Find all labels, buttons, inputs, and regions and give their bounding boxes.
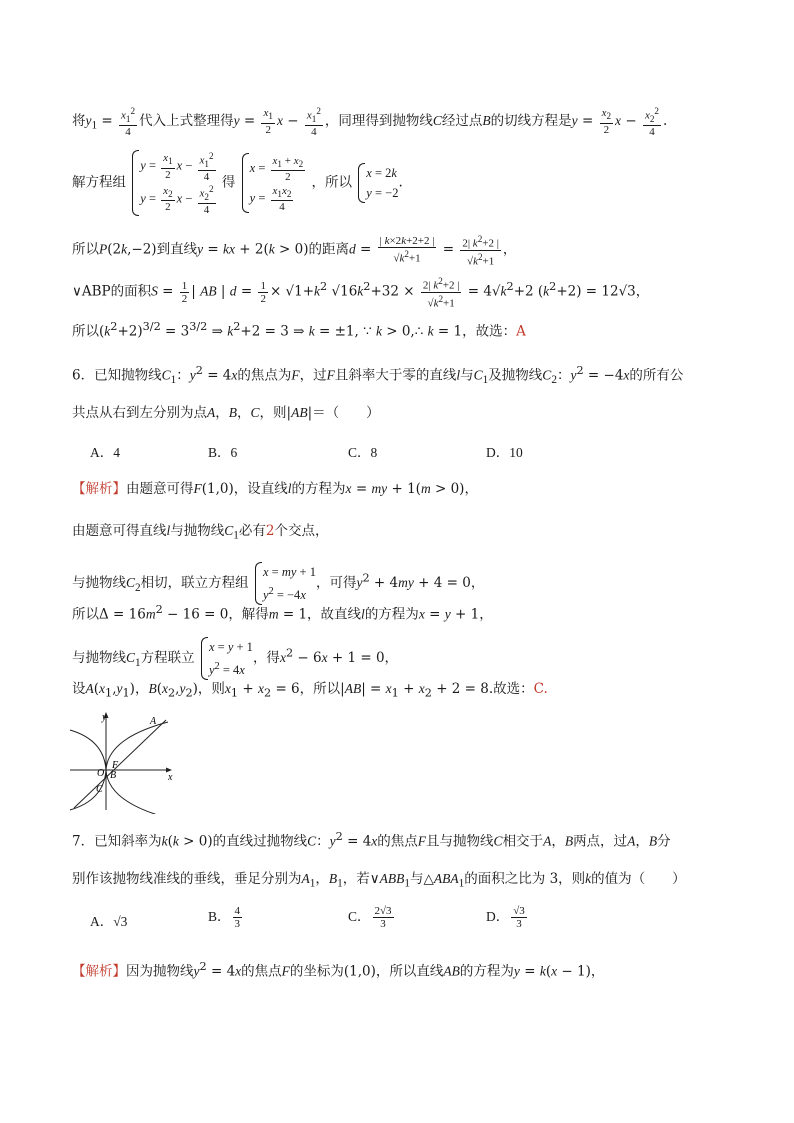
q6-option-d: D．10 [486,445,523,460]
solution-tag: 【解析】 [72,481,126,497]
q6-solution-line-2: 由题意可得直线l与抛物线$C_1$必有2个交点， [72,523,329,542]
q7-option-d: D． $\frac{√3}{3}$ [486,905,525,931]
intro-line-1: 将$y_1$ = $\frac{x_1^2}{4}$ 代入上式整理得y = $\frac{x_1}{2}$ x − $\frac{x_1^2}{4}$ ，同理得到抛物线C经过点B的切线方程是y = $\frac{x_2}{2}$ x − $\frac{x_2^2}{4}$ . [72,106,668,138]
q7-solution-line-1: 【解析】因为抛物线$y^2 = 4x$的焦点F的坐标为(1,0)，所以直线AB的方程为y = k(x − 1)， [72,960,605,980]
q7-stem-line-1: 7．已知斜率为k(k > 0)的直线过抛物线C：$y^2 = 4x$的焦点F且与抛物线C相交于A，B两点，过A，B分 [72,830,671,850]
q6-solution-line-6: 设$A(x_1,y_1)$，$B(x_2,y_2)$，则$x_1 + x_2 = 6$，所以$|AB| = x_1 + x_2 + 2 = 8$.故选：C. [72,681,548,700]
q7-stem-line-2: 别作该抛物线准线的垂线，垂足分别为$A_1$，$B_1$，若$\vee ABB_1$与$\triangle ABA_1$的面积之比为 3，则k的值为（ ） [72,871,686,890]
line-l [74,720,166,808]
q6-option-c: C．8 [348,445,378,460]
equation-system-3: x = 2k y = −2 [356,163,398,203]
figure-label-c: C [96,784,103,795]
q6-stem-line-1: 6．已知抛物线$C_1$：$y^2 = 4x$的焦点为F，过F且斜率大于零的直线l与$C_1$及抛物线$C_2$：$y^2 = -4x$的所有公 [72,364,684,387]
figure-label-a: A [150,716,157,727]
figure-label-x: x [168,772,173,783]
answer-a: A [516,323,526,340]
figure-label-b: B [110,770,117,781]
parabola-figure [68,710,180,814]
equation-system-2: x = $\frac{x_1 + x_2}{2}$ y = $\frac{x_1x_2}{4}$ [240,153,308,213]
intro-line-4: ∨ABP的面积S = $\frac{1}{2}$ | AB | d = $\frac{1}{2}$ × $√1+k^2$ $√16k^2+32$ × $\frac{2| k^2+2 |}{√k^2+1}$ = $4√k^2+2$ $(k^2+2) = 12√3$， [72,276,650,310]
q6-stem-line-2: 共点从右到左分别为点A，B，C，则|AB|＝（ ） [72,405,380,421]
q7-option-c: C． $\frac{2√3}{3}$ [348,905,392,931]
equation-system-1: y = $\frac{x_1}{2}$ x − $\frac{x_1^2}{4}$ y = $\frac{x_2}{2}$ x − $\frac{x_2^2}{4}$ [130,150,217,216]
solution-tag-2: 【解析】 [72,963,126,980]
intro-line-5: 所以$(k^2+2)^{3/2} = 3^{3/2}$ ⇒ $k^2+2 = 3$ ⇒ k = ±1, ∵ k > 0,∴ k = 1，故选：A [72,320,526,340]
q6-solution-line-5: 与抛物线$C_1$方程联立 x = y + 1 $y^2 = 4x$ ，得$x^2 - 6x + 1 = 0$， [72,637,398,680]
intro-line-2: 解方程组 y = $\frac{x_1}{2}$ x − $\frac{x_1^2}{4}$ y = $\frac{x_2}{2}$ x − $\frac{x_2^2}{4}$ 得 x = $\frac{x_1 + x_2}{2}$ y = $\frac{x_1x_2}{4}$ ，所以 x = 2k y = −2 . [72,151,403,216]
answer-c: C. [533,681,548,697]
figure-label-f: F [112,760,119,771]
equation-system-5: x = y + 1 $y^2 = 4x$ [199,637,253,680]
q6-solution-line-3: 与抛物线$C_2$相切，联立方程组 x = my + 1 $y^2 = -4x$ ，可得$y^2 + 4my + 4 = 0$， [72,562,484,605]
equation-system-4: x = my + 1 $y^2 = -4x$ [253,562,316,605]
q6-solution-line-1: 【解析】由题意可得F(1,0)，设直线l的方程为x = my + 1(m > 0)， [72,481,478,497]
figure-label-o: O [97,768,105,779]
q6-option-a: A．4 [90,445,120,460]
q7-option-b: B． $\frac{4}{3}$ [208,905,241,931]
q6-option-b: B．6 [208,445,238,460]
intro-line-3: 所以P(2k,−2)到直线y = kx + 2(k > 0)的距离d = $\frac{| k\times 2k+2+2 |}{√k^2+1}$ = $\frac{2| k^2+2 |}{√k^2+1}$ ， [72,234,517,268]
q6-solution-line-4: 所以$\Delta = 16m^2 - 16 = 0$，解得m = 1，故直线l的方程为x = y + 1， [72,603,493,623]
figure-label-y: y [102,712,107,723]
q7-option-a: A．√3 [90,914,128,929]
